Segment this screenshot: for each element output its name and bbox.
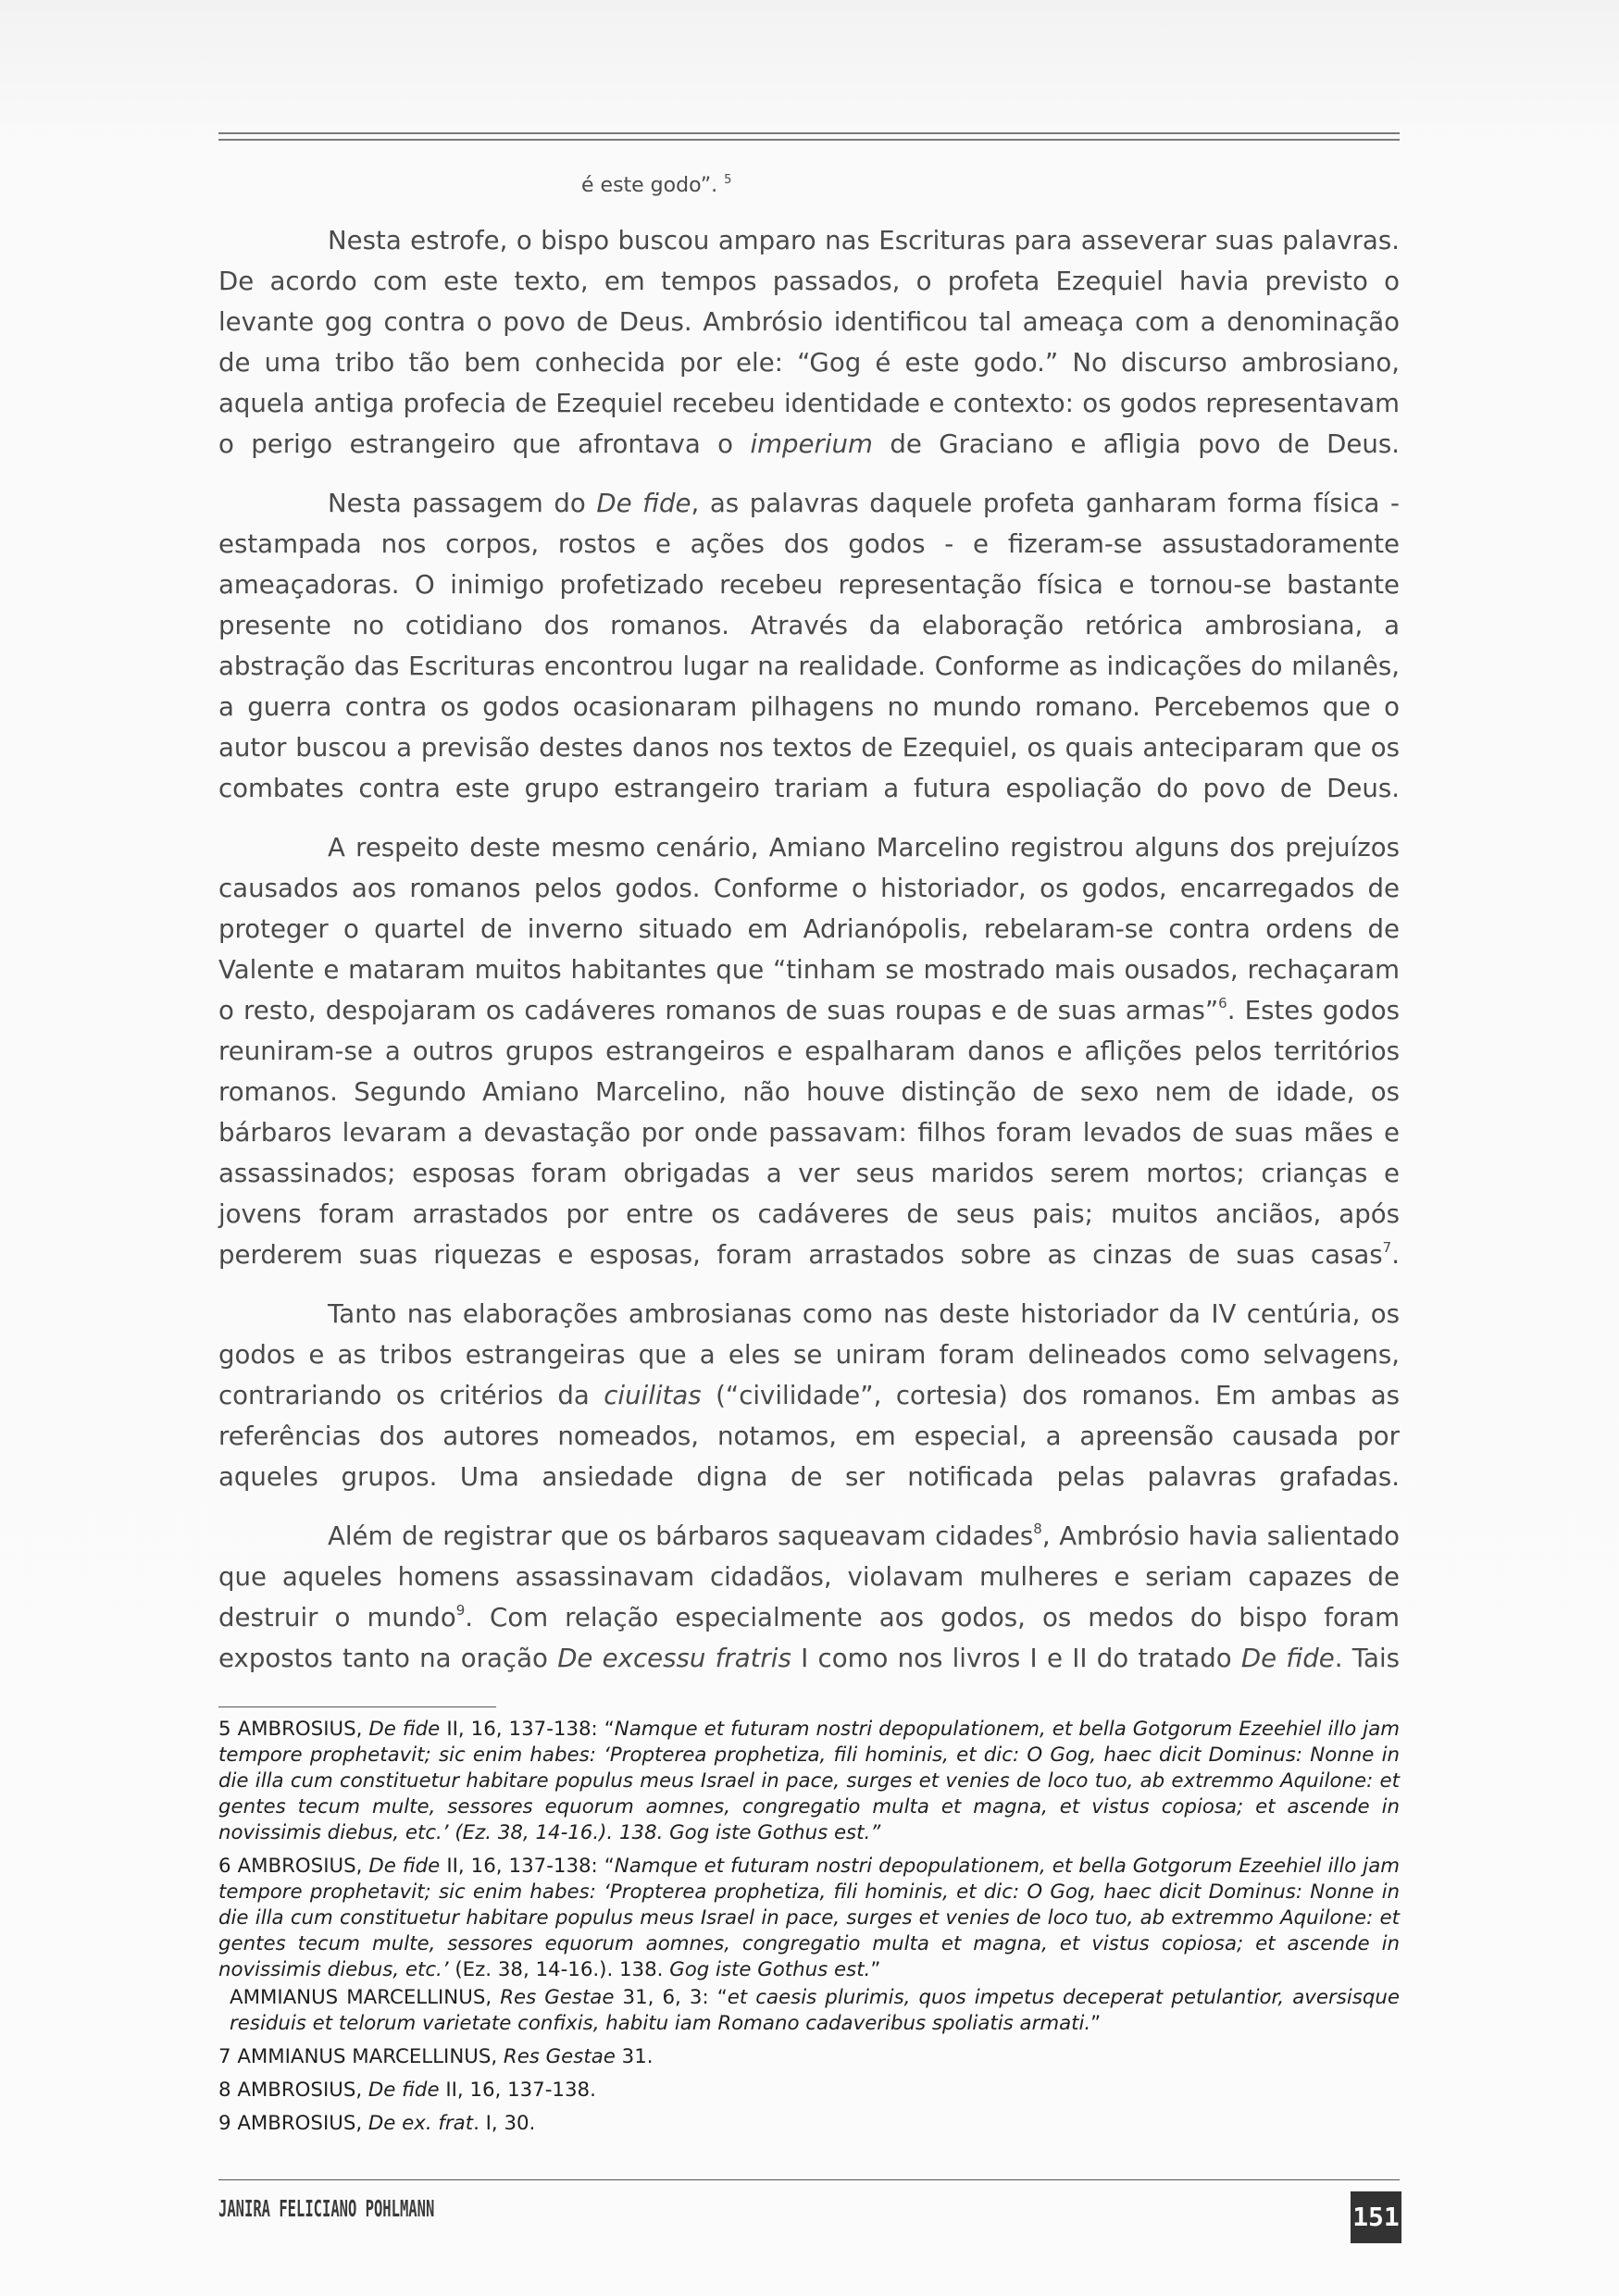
- latin-quote: Namque et futuram nostri depopulationem, et bella Gotgorum Ezeehiel illo jam tempore prophetavit; sic enim habes: ‘Propterea prophetiza, fili hominis, et dic: O Gog, haec dicit Dominus: Nonne in die illa cum constituetur habitare populus meus Israel in pace, surges et venies de loco tuo, ab extremmo Aquilone: et gentes tecum multe, sessores equorum aomnes, congregatio multa et magna, et vistus copiosa; et ascende in novissimis diebus, etc.’ (Ez. 38, 14-16.). 138. Gog iste Gothus est.”: [218, 1718, 1401, 1844]
- footnote-ref-text: ”: [870, 1958, 881, 1981]
- text-line: causados aos romanos pelos godos. Conforme o historiador, os godos, encarregados de: [218, 873, 1400, 903]
- header-rule-top: [218, 132, 1400, 134]
- footnote-label: 9 AMBROSIUS,: [218, 2112, 363, 2135]
- text-line: De acordo com este texto, em tempos passados, o profeta Ezequiel havia previsto o levante: [218, 266, 1400, 337]
- text-line: o autor buscou a previsão destes danos nos textos de Ezequiel, os quais anteciparam que: [218, 691, 1400, 763]
- text-line: tribo tão bem conhecida por ele: “Gog é este godo.” No discurso ambrosiano, aquela: [218, 347, 1400, 418]
- text-line: , Ambrósio havia salientado: [1041, 1520, 1400, 1551]
- text-line: Tanto nas elaborações ambrosianas como nas deste historiador da IV centúria,: [328, 1298, 1361, 1329]
- footnote-ref-text: . I, 30.: [473, 2112, 536, 2135]
- page-content: [218, 165, 1400, 2144]
- footnote-label: 7 AMMIANUS MARCELLINUS,: [218, 2045, 498, 2068]
- footnote-ref-text: 31.: [621, 2045, 654, 2068]
- text-line: Nesta estrofe, o bispo buscou amparo nas Escrituras para asseverar suas palavras.: [328, 225, 1400, 255]
- text-line: gog contra o povo de Deus. Ambrósio identificou tal ameaça com a denominação de uma: [218, 306, 1400, 378]
- page-number: 151: [1351, 2191, 1401, 2243]
- paragraph-4: [218, 1294, 1400, 1497]
- italic-term: imperium: [750, 428, 873, 459]
- quote-tail-text: é este godo”.: [581, 174, 718, 197]
- text-line: destruir o mundo: [218, 1602, 456, 1632]
- footnote-ref-text: II, 16, 137-138: “: [446, 1855, 615, 1878]
- text-line: territórios romanos. Segundo Amiano Marcelino, não houve distinção de sexo nem de: [218, 1036, 1400, 1107]
- work-title: Res Gestae: [503, 2045, 616, 2068]
- text-line: por aqueles grupos. Uma ansiedade digna de ser notificada pelas palavras grafadas.: [218, 1421, 1400, 1492]
- text-line: as referências dos autores nomeados, notamos, em especial, a apreensão causada: [218, 1380, 1400, 1451]
- footnote-label: 5 AMBROSIUS,: [218, 1718, 363, 1741]
- text-line: a guerra contra os godos ocasionaram pilhagens no mundo romano. Percebemos que: [218, 691, 1371, 722]
- work-title: De fide: [368, 1855, 441, 1878]
- text-line: ameaçadoras. O inimigo profetizado recebeu representação física e tornou-se bastante: [218, 569, 1400, 600]
- text-line: suas mães e assassinados; esposas foram obrigadas a ver seus maridos serem mortos;: [218, 1117, 1400, 1188]
- text-line: antiga profecia de Ezequiel recebeu identidade e contexto: os godos representavam: [313, 388, 1400, 418]
- footnote-ref-text: II, 16, 137-138.: [445, 2079, 596, 2102]
- header-rule-bottom: [218, 139, 1400, 141]
- footnote-ref-6: 6: [1218, 995, 1227, 1011]
- latin-quote: Namque et futuram nostri depopulationem, et bella Gotgorum Ezeehiel illo jam tempore prophetavit; sic enim habes: ‘Propterea prophetiza, fili hominis, et dic: O Gog, haec dicit Dominus: Nonne in die illa cum constituetur habitare populus meus Israel in pace, surges et venies de loco tuo, ab extremmo Aquilone: et gentes tecum multe, sessores equorum aomnes, congregatio multa et magna, et vistus copiosa; et ascende in novissimis diebus, etc.’: [218, 1855, 1401, 1981]
- text-line: Nesta passagem do: [328, 488, 586, 518]
- footnote-separator: [218, 1706, 496, 1707]
- text-line: os combates contra este grupo estrangeiro trariam a futura espoliação do povo de Deus.: [218, 732, 1400, 803]
- footnote-label: 8 AMBROSIUS,: [218, 2079, 363, 2102]
- work-title: De ex. frat: [367, 2112, 474, 2135]
- footnote-label: AMMIANUS MARCELLINUS,: [230, 1986, 492, 2009]
- paragraph-1: [218, 220, 1400, 465]
- paragraph-5: [218, 1516, 1400, 1679]
- footnote-ref-text: ”: [1090, 2012, 1102, 2035]
- footer-rule: [218, 2179, 1400, 2180]
- footnote-6: [218, 1854, 1400, 1983]
- footnote-ref-7: 7: [1382, 1239, 1392, 1256]
- text-line: proteger o quartel de inverno situado em Adrianópolis, rebelaram-se contra ordens de: [218, 913, 1400, 944]
- text-line: . Com relação especialmente aos godos, os medos do bispo foram: [465, 1602, 1401, 1632]
- footnote-6-continued: [218, 1985, 1400, 2037]
- footnote-ref-text: (Ez.: [455, 1958, 492, 1981]
- work-title: De fide: [368, 1718, 441, 1741]
- quote-tail: [581, 165, 1400, 202]
- text-line: presente no cotidiano dos romanos. Através da elaboração retórica ambrosiana, a: [218, 610, 1400, 640]
- latin-quote: et caesis plurimis, quos impetus deceperat petulantior, aversisque residuis et telorum varietate confixis, habitu iam Romano cadaveribus spoliatis armati.: [230, 1986, 1400, 2035]
- text-line: .: [1391, 1239, 1400, 1270]
- footnote-7: [218, 2044, 1400, 2070]
- italic-term: De fide: [596, 488, 691, 518]
- footnote-ref-text: 38, 14-16.). 138.: [497, 1958, 664, 1981]
- text-line: . Estes: [1227, 995, 1314, 1025]
- footnote-8: [218, 2078, 1400, 2104]
- footnote-ref-5: 5: [724, 173, 732, 187]
- text-line: Valente e mataram muitos habitantes que “tinham se mostrado mais ousados, rechaçaram: [218, 954, 1400, 985]
- footnote-ref-text: II, 16, 137-138: “: [446, 1718, 615, 1741]
- italic-term: ciuilitas: [604, 1380, 702, 1410]
- text-line: os godos e as tribos estrangeiras que a eles se uniram foram delineados como selvagens,: [218, 1298, 1400, 1370]
- text-line: (“civilidade”, cortesia) dos romanos. Em ambas: [716, 1380, 1357, 1410]
- footnote-ref-text: 31, 6, 3: “: [622, 1986, 728, 2009]
- text-line: I como nos livros I e II do tratado: [801, 1643, 1232, 1673]
- paragraph-3: [218, 827, 1400, 1275]
- text-line: após perderem suas riquezas e esposas, foram arrastados sobre as cinzas de suas casas: [218, 1198, 1400, 1270]
- text-line: godos reuniram-se a outros grupos estrangeiros e espalharam danos e aflições pelos: [218, 995, 1400, 1066]
- text-line: idade, os bárbaros levaram a devastação por onde passavam: filhos foram levados de: [218, 1076, 1401, 1148]
- work-title: De fide: [367, 2079, 440, 2102]
- text-line: expostos tanto na oração: [218, 1643, 548, 1673]
- text-line: contrariando os critérios da: [218, 1380, 590, 1410]
- footnote-9: [218, 2111, 1400, 2137]
- text-line: de Graciano e afligia povo de Deus.: [890, 428, 1400, 459]
- text-line: - estampada nos corpos, rostos e ações dos godos - e fizeram-se assustadoramente: [218, 488, 1400, 559]
- text-line: Além de registrar que os bárbaros saqueavam cidades: [328, 1520, 1034, 1551]
- work-title: Res Gestae: [500, 1986, 615, 2009]
- text-line: abstração das Escrituras encontrou lugar na realidade. Conforme as indicações do milanês,: [218, 651, 1400, 681]
- latin-quote: Gog iste Gothus est.: [669, 1958, 871, 1981]
- text-line: crianças e jovens foram arrastados por entre os cadáveres de seus pais; muitos anciãos,: [218, 1158, 1400, 1229]
- paragraph-2: [218, 483, 1400, 809]
- text-line: o perigo estrangeiro que afrontava o: [218, 428, 734, 459]
- text-line: que aqueles homens assassinavam cidadãos, violavam mulheres e seriam capazes de: [218, 1561, 1400, 1592]
- text-line: . Tais: [1334, 1643, 1400, 1673]
- footnote-ref-8: 8: [1033, 1520, 1042, 1537]
- running-footer-author: JANIRA FELICIANO POHLMANN: [218, 2195, 435, 2222]
- footnote-label: 6 AMBROSIUS,: [218, 1855, 363, 1878]
- text-line: , as palavras daquele profeta ganharam forma física: [691, 488, 1380, 518]
- text-line: o resto, despojaram os cadáveres romanos de suas roupas e de suas armas”: [218, 995, 1219, 1025]
- italic-term: De fide: [1240, 1643, 1335, 1673]
- italic-term: De excessu fratris: [557, 1643, 791, 1673]
- footnote-5: [218, 1717, 1400, 1846]
- text-line: A respeito deste mesmo cenário, Amiano Marcelino registrou alguns dos prejuízos: [328, 832, 1400, 863]
- footnote-ref-9: 9: [455, 1602, 466, 1619]
